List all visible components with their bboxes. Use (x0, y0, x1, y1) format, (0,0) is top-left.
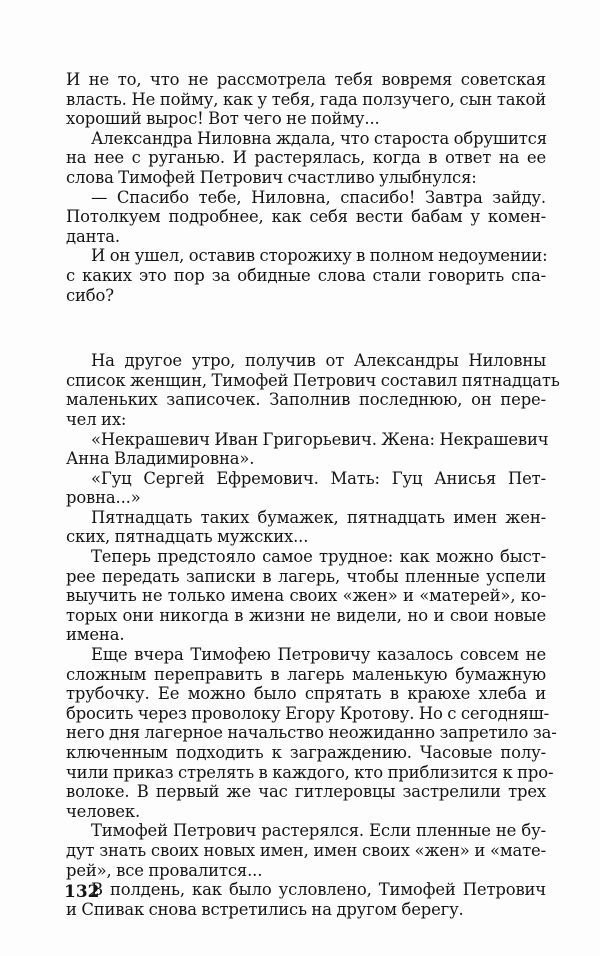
text-line: торых они никогда в жизни не видели, но и свои новые (66, 605, 546, 625)
text-line: Потолкуем подробнее, как себя вести бабам у комен- (66, 207, 546, 227)
page-number: 132 (64, 882, 100, 902)
text-line: список женщин, Тимофей Петрович составил пятнадцать (66, 370, 560, 390)
text-line: на нее с руганью. И растерялась, когда в ответ на ее (66, 148, 546, 168)
text-line: с каких это пор за обидные слова стали говорить спа- (66, 265, 546, 285)
text-line: рее передать записки в лагерь, чтобы пленные успели (66, 566, 546, 586)
text-line: И не то, что не рассмотрела тебя вовремя советская (66, 70, 546, 89)
body-text (66, 70, 560, 919)
text-line: И он ушел, оставив сторожиху в полном недоумении: (91, 246, 548, 266)
text-line: дут знать своих новых имен, имен своих «жен» и «мате- (66, 840, 546, 860)
text-line: «Некрашевич Иван Григорьевич. Жена: Некрашевич (91, 429, 549, 449)
text-line: Тимофей Петрович растерялся. Если пленные не бу- (91, 821, 546, 841)
text-line: хороший вырос! Вот чего не пойму... (66, 109, 380, 129)
text-line: выучить не только имена своих «жен» и «матерей», ко- (66, 586, 546, 606)
text-line: — Спасибо тебе, Ниловна, спасибо! Завтра зайду. (91, 187, 546, 207)
text-line: слова Тимофей Петрович счастливо улыбнулся: (66, 167, 477, 187)
text-line: рей», все провалится... (66, 860, 263, 880)
text-line: Теперь предстояло самое трудное: как можно быст- (91, 547, 546, 567)
text-line: На другое утро, получив от Александры Ниловны (91, 351, 546, 371)
text-line: ских, пятнадцать мужских... (66, 527, 309, 547)
section-break (66, 305, 546, 351)
text-line: человек. (66, 801, 140, 821)
text-line: имена. (66, 625, 125, 645)
text-line: данта. (66, 226, 120, 246)
text-line: сибо? (66, 285, 114, 305)
text-line: ровна...» (66, 488, 141, 508)
text-line: чили приказ стрелять в каждого, кто приблизится к про- (66, 762, 554, 782)
text-line: него дня лагерное начальство неожиданно запретило за- (66, 723, 557, 743)
text-line: чел их: (66, 409, 127, 429)
text-line: Пятнадцать таких бумажек, пятнадцать имен жен- (91, 507, 546, 527)
text-line: В полдень, как было условлено, Тимофей Петрович (91, 880, 546, 900)
text-line: трубочку. Ее можно было спрятать в краюхе хлеба и (66, 684, 546, 704)
text-line: маленьких записочек. Заполнив последнюю, он пере- (66, 390, 546, 410)
text-line: и Спивак снова встретились на другом берегу. (66, 899, 464, 919)
text-line: власть. Не пойму, как у тебя, гада ползучего, сын такой (66, 89, 546, 109)
text-line: волоке. В первый же час гитлеровцы застрелили трех (66, 782, 546, 802)
text-line: «Гуц Сергей Ефремович. Мать: Гуц Анисья Пет- (91, 468, 546, 488)
text-line: бросить через проволоку Егору Кротову. Но с сегодняш- (66, 703, 549, 723)
text-line: сложным переправить в лагерь маленькую бумажную (66, 664, 546, 684)
text-line: Александра Ниловна ждала, что староста обрушится (91, 128, 547, 148)
text-line: ключенным подходить к заграждению. Часовые полу- (66, 743, 546, 762)
text-line: Анна Владимировна». (66, 449, 255, 469)
text-line: Еще вчера Тимофею Петровичу казалось совсем не (91, 645, 546, 665)
